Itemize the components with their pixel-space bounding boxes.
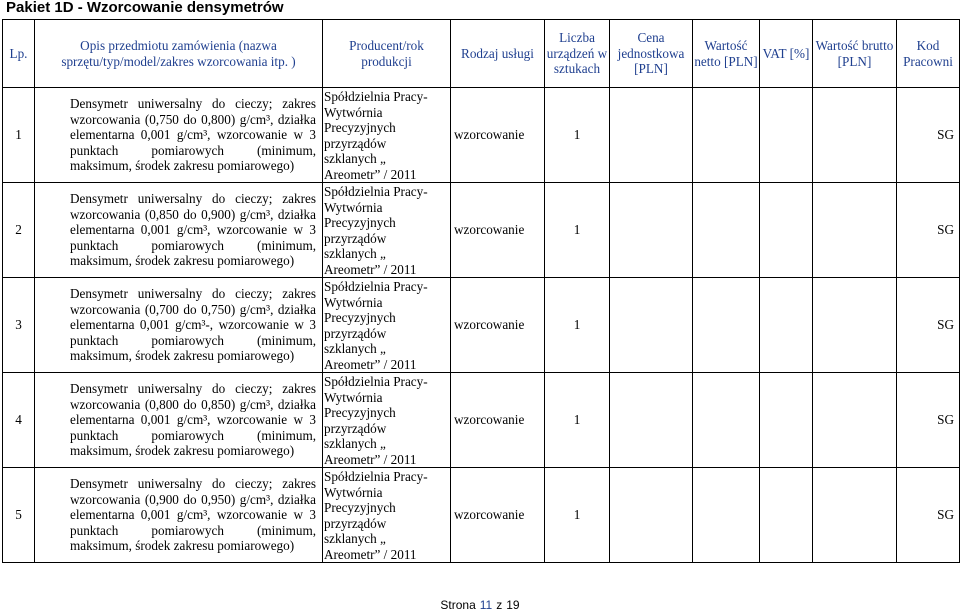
row-service: wzorcowanie <box>451 278 545 373</box>
row-producer <box>323 468 451 563</box>
row-service: wzorcowanie <box>451 468 545 563</box>
producer-line: przyrządów <box>324 230 387 246</box>
row-unit-price <box>610 373 693 468</box>
row-lab-code: SG <box>897 183 960 278</box>
row-lab-code: SG <box>897 88 960 183</box>
producer-line: Spółdzielnia Pracy- <box>324 279 428 294</box>
producer-line: Precyzyjnych <box>324 215 396 230</box>
row-producer <box>323 183 451 278</box>
row-net-value <box>693 88 760 183</box>
row-quantity: 1 <box>545 468 610 563</box>
producer-line: Areometr” / 2011 <box>324 451 417 467</box>
header-lp: Lp. <box>3 20 35 88</box>
producer-line: szklanych „ <box>324 246 386 261</box>
producer-line: Spółdzielnia Pracy- <box>324 469 428 484</box>
row-unit-price <box>610 88 693 183</box>
row-vat <box>760 278 813 373</box>
row-vat <box>760 183 813 278</box>
row-description: Densymetr uniwersalny do cieczy; zakres wzorcowania (0,750 do 0,800) g/cm³, działka elementarna 0,001 g/cm³, wzorcowanie w 3 punktach pomiarowych (minimum, maksimum, środek zakresu pomiarowego) <box>35 88 323 183</box>
row-quantity: 1 <box>545 278 610 373</box>
table-row <box>3 183 960 278</box>
document-title: Pakiet 1D - Wzorcowanie densymetrów <box>6 0 284 16</box>
producer-line: Wytwórnia <box>324 484 383 500</box>
producer-line: Spółdzielnia Pracy- <box>324 374 428 389</box>
row-lp: 2 <box>3 183 35 278</box>
header-service: Rodzaj usługi <box>451 20 545 88</box>
row-lab-code: SG <box>897 468 960 563</box>
producer-line: Precyzyjnych <box>324 120 396 135</box>
row-gross-value <box>813 278 897 373</box>
header-net-value: Wartość netto [PLN] <box>693 20 760 88</box>
page-footer <box>0 598 960 612</box>
table-row <box>3 88 960 183</box>
row-service: wzorcowanie <box>451 88 545 183</box>
producer-line: szklanych „ <box>324 341 386 356</box>
producer-line: Wytwórnia <box>324 104 383 120</box>
row-lp: 5 <box>3 468 35 563</box>
row-gross-value <box>813 183 897 278</box>
row-lp: 4 <box>3 373 35 468</box>
producer-line: szklanych „ <box>324 436 386 451</box>
producer-line: Areometr” / 2011 <box>324 261 417 277</box>
producer-line: Precyzyjnych <box>324 500 396 515</box>
header-lab-code: Kod Pracowni <box>897 20 960 88</box>
row-net-value <box>693 183 760 278</box>
producer-line: przyrządów <box>324 325 387 341</box>
header-description: Opis przedmiotu zamówienia (nazwa sprzętu/typ/model/zakres wzorcowania itp. ) <box>35 20 323 88</box>
producer-line: Wytwórnia <box>324 199 383 215</box>
page-number: 11 <box>479 598 493 612</box>
row-lab-code: SG <box>897 373 960 468</box>
row-quantity: 1 <box>545 88 610 183</box>
producer-line: Areometr” / 2011 <box>324 546 417 562</box>
row-service: wzorcowanie <box>451 183 545 278</box>
producer-line: Areometr” / 2011 <box>324 356 417 372</box>
header-vat: VAT [%] <box>760 20 813 88</box>
row-vat <box>760 88 813 183</box>
row-net-value <box>693 468 760 563</box>
row-service: wzorcowanie <box>451 373 545 468</box>
row-description: Densymetr uniwersalny do cieczy; zakres wzorcowania (0,800 do 0,850) g/cm³, działka elementarna 0,001 g/cm³, wzorcowanie w 3 punktach pomiarowych (minimum, maksimum, środek zakresu pomiarowego) <box>35 373 323 468</box>
table-row <box>3 373 960 468</box>
producer-line: Wytwórnia <box>324 294 383 310</box>
row-lp: 1 <box>3 88 35 183</box>
row-gross-value <box>813 468 897 563</box>
page-word: Strona <box>440 598 476 612</box>
row-quantity: 1 <box>545 183 610 278</box>
producer-line: szklanych „ <box>324 531 386 546</box>
producer-line: Precyzyjnych <box>324 405 396 420</box>
table-row <box>3 278 960 373</box>
row-net-value <box>693 278 760 373</box>
row-unit-price <box>610 278 693 373</box>
row-unit-price <box>610 183 693 278</box>
header-row <box>3 20 960 88</box>
of-word: z <box>496 598 503 612</box>
row-gross-value <box>813 88 897 183</box>
row-producer <box>323 373 451 468</box>
producer-line: przyrządów <box>324 515 387 531</box>
row-producer <box>323 88 451 183</box>
row-quantity: 1 <box>545 373 610 468</box>
row-lab-code: SG <box>897 278 960 373</box>
row-description: Densymetr uniwersalny do cieczy; zakres wzorcowania (0,700 do 0,750) g/cm³, działka elementarna 0,001 g/cm³-, wzorcowanie w 3 punktach pomiarowych (minimum, maksimum, środek zakresu pomiarowego) <box>35 278 323 373</box>
producer-line: Wytwórnia <box>324 389 383 405</box>
producer-line: Spółdzielnia Pracy- <box>324 184 428 199</box>
row-producer <box>323 278 451 373</box>
producer-line: szklanych „ <box>324 151 386 166</box>
row-unit-price <box>610 468 693 563</box>
header-producer: Producent/rok produkcji <box>323 20 451 88</box>
producer-line: Precyzyjnych <box>324 310 396 325</box>
producer-line: Spółdzielnia Pracy- <box>324 89 428 104</box>
header-unit-price: Cena jednostkowa [PLN] <box>610 20 693 88</box>
row-lp: 3 <box>3 278 35 373</box>
row-net-value <box>693 373 760 468</box>
row-description: Densymetr uniwersalny do cieczy; zakres wzorcowania (0,850 do 0,900) g/cm³, działka elementarna 0,001 g/cm³, wzorcowanie w 3 punktach pomiarowych (minimum, maksimum, środek zakresu pomiarowego) <box>35 183 323 278</box>
page-total: 19 <box>506 598 520 612</box>
row-gross-value <box>813 373 897 468</box>
row-description: Densymetr uniwersalny do cieczy; zakres wzorcowania (0,900 do 0,950) g/cm³, działka elementarna 0,001 g/cm³, wzorcowanie w 3 punktach pomiarowych (minimum, maksimum, środek zakresu pomiarowego) <box>35 468 323 563</box>
row-vat <box>760 468 813 563</box>
header-quantity: Liczba urządzeń w sztukach <box>545 20 610 88</box>
pricing-table <box>2 19 960 563</box>
producer-line: przyrządów <box>324 420 387 436</box>
producer-line: przyrządów <box>324 135 387 151</box>
header-gross-value: Wartość brutto [PLN] <box>813 20 897 88</box>
row-vat <box>760 373 813 468</box>
producer-line: Areometr” / 2011 <box>324 166 417 182</box>
table-row <box>3 468 960 563</box>
